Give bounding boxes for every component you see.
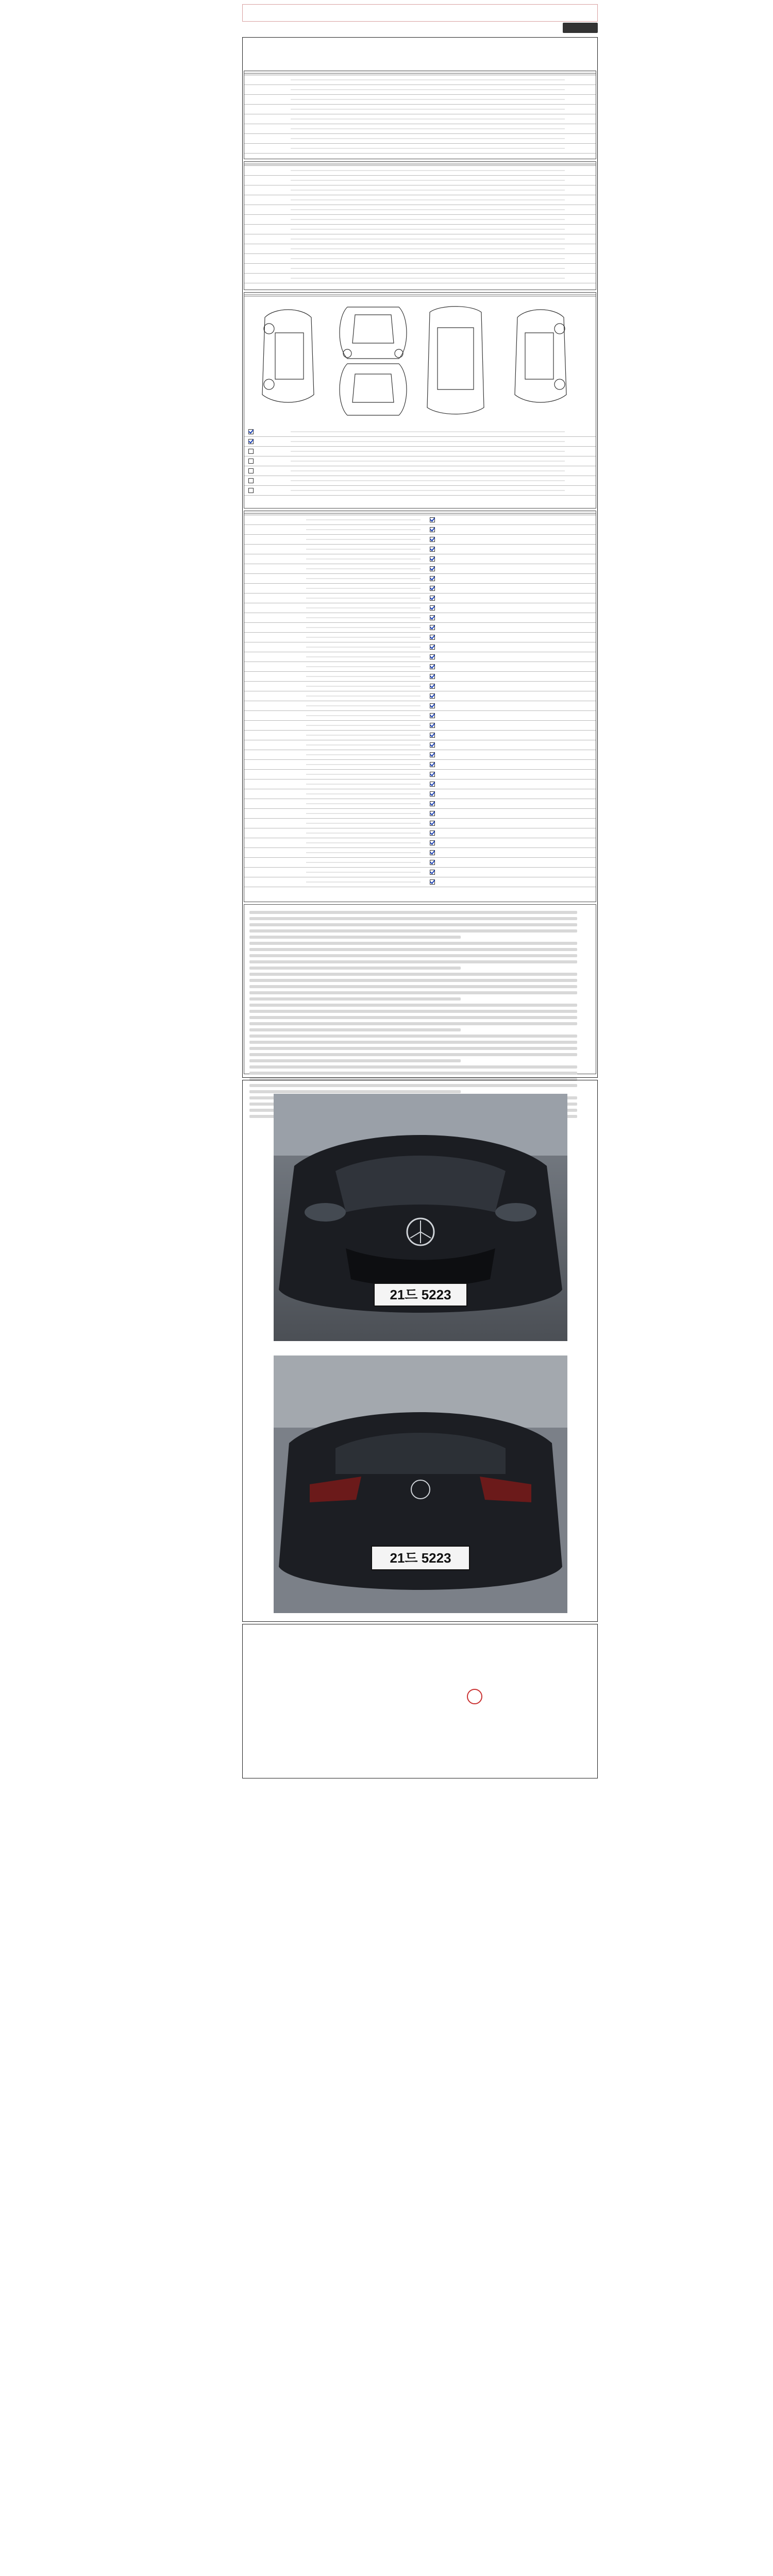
section-accident <box>244 292 596 509</box>
detail-row-bar <box>306 842 421 843</box>
status-row <box>244 215 596 225</box>
detail-row <box>244 613 596 623</box>
detail-row-bar <box>306 539 421 540</box>
accident-row <box>244 476 596 486</box>
checkbox[interactable] <box>430 762 435 767</box>
checkbox[interactable] <box>430 586 435 591</box>
detail-row <box>244 515 596 525</box>
detail-row-bar <box>306 823 421 824</box>
sign-title <box>243 1624 597 1628</box>
rear-plate-text: 21드 5223 <box>390 1550 451 1566</box>
detail-row-bar <box>306 705 421 706</box>
checkbox[interactable] <box>430 831 435 836</box>
section-basic-info <box>244 71 596 159</box>
detail-row <box>244 740 596 750</box>
notes-line <box>249 985 577 988</box>
detail-row <box>244 868 596 877</box>
basic-rows <box>244 75 596 154</box>
notes-line <box>249 911 577 914</box>
detail-row-bar <box>306 656 421 657</box>
status-row-value-bar <box>291 219 565 220</box>
notes-line <box>249 1053 577 1056</box>
accident-row <box>244 486 596 496</box>
checkbox[interactable] <box>430 879 435 885</box>
detail-row <box>244 554 596 564</box>
detail-row <box>244 574 596 584</box>
detail-row <box>244 633 596 642</box>
checkbox[interactable] <box>430 527 435 532</box>
detail-row-bar <box>306 617 421 618</box>
detail-row-bar <box>306 549 421 550</box>
checkbox[interactable] <box>430 654 435 659</box>
status-row <box>244 185 596 195</box>
detail-row <box>244 789 596 799</box>
detail-row-bar <box>306 833 421 834</box>
accident-row-bar <box>291 451 565 452</box>
basic-row <box>244 85 596 95</box>
basic-row <box>244 124 596 134</box>
notes-line <box>249 954 577 957</box>
checkbox[interactable] <box>430 811 435 816</box>
section-detail <box>244 511 596 902</box>
checkbox[interactable] <box>430 742 435 748</box>
checkbox[interactable] <box>430 723 435 728</box>
status-row-value-bar <box>291 180 565 181</box>
notes-line <box>249 1028 461 1031</box>
section-status <box>244 161 596 290</box>
car-top-icon <box>427 307 484 414</box>
accident-row <box>244 456 596 466</box>
detail-row-bar <box>306 676 421 677</box>
checkbox[interactable] <box>430 556 435 562</box>
basic-row <box>244 114 596 124</box>
accident-row-bar <box>291 480 565 481</box>
detail-row-bar <box>306 784 421 785</box>
checkbox[interactable] <box>430 840 435 845</box>
detail-row <box>244 721 596 731</box>
detail-row-bar <box>306 725 421 726</box>
checkbox[interactable] <box>248 439 254 444</box>
status-row <box>244 244 596 254</box>
notes-line <box>249 997 461 1001</box>
detail-row <box>244 828 596 838</box>
detail-row <box>244 809 596 819</box>
detail-row <box>244 642 596 652</box>
checkbox[interactable] <box>430 605 435 611</box>
detail-row <box>244 848 596 858</box>
notes-line <box>249 967 461 970</box>
checkbox[interactable] <box>430 625 435 630</box>
detail-row-bar <box>306 882 421 883</box>
detail-row <box>244 584 596 594</box>
detail-row-bar <box>306 519 421 520</box>
notes-line <box>249 917 577 920</box>
notes-line <box>249 1072 577 1075</box>
detail-row <box>244 535 596 545</box>
detail-row-bar <box>306 607 421 608</box>
accident-row-bar <box>291 461 565 462</box>
detail-row <box>244 731 596 740</box>
detail-row-bar <box>306 754 421 755</box>
detail-row-bar <box>306 529 421 530</box>
status-row-value-bar <box>291 190 565 191</box>
notes-line <box>249 1065 577 1069</box>
status-row <box>244 274 596 283</box>
checkbox[interactable] <box>248 449 254 454</box>
detail-row <box>244 525 596 535</box>
rear-photo <box>274 1355 567 1613</box>
detail-row <box>244 799 596 809</box>
accident-row-bar <box>291 490 565 491</box>
checkbox[interactable] <box>430 860 435 865</box>
notes-line <box>249 1010 577 1013</box>
detail-row-bar <box>306 696 421 697</box>
status-row-value-bar <box>291 258 565 259</box>
checkbox[interactable] <box>430 782 435 787</box>
detail-row <box>244 838 596 848</box>
detail-row-bar <box>306 637 421 638</box>
detail-row-bar <box>306 715 421 716</box>
detail-row <box>244 770 596 779</box>
seal-stamp-icon <box>464 1686 485 1707</box>
checkbox[interactable] <box>430 645 435 650</box>
notes-line <box>249 942 577 945</box>
print-button[interactable] <box>563 23 598 33</box>
checkbox[interactable] <box>430 674 435 679</box>
detail-row-bar <box>306 627 421 628</box>
detail-row-bar <box>306 862 421 863</box>
checkbox[interactable] <box>430 615 435 620</box>
basic-row <box>244 75 596 85</box>
checkbox[interactable] <box>430 713 435 718</box>
status-row-value-bar <box>291 229 565 230</box>
car-front-icon <box>340 307 407 359</box>
car-side-right-icon <box>515 310 566 402</box>
detail-row <box>244 682 596 691</box>
checkbox[interactable] <box>248 429 254 434</box>
detail-row <box>244 877 596 887</box>
detail-row <box>244 662 596 672</box>
checkbox[interactable] <box>430 547 435 552</box>
notes-line <box>249 923 577 926</box>
accident-row <box>244 466 596 476</box>
checkbox[interactable] <box>430 772 435 777</box>
basic-row <box>244 105 596 114</box>
detail-row-bar <box>306 598 421 599</box>
detail-row <box>244 691 596 701</box>
checkbox[interactable] <box>430 596 435 601</box>
car-rear-icon <box>340 364 407 415</box>
detail-row <box>244 760 596 770</box>
detail-row-bar <box>306 813 421 814</box>
status-row-value-bar <box>291 248 565 249</box>
checkbox[interactable] <box>430 576 435 581</box>
accident-row-bar <box>291 441 565 442</box>
status-row-value-bar <box>291 199 565 200</box>
basic-row-value-bar <box>291 89 565 90</box>
accident-row <box>244 427 596 437</box>
notes-line <box>249 1016 577 1019</box>
checkbox[interactable] <box>430 870 435 875</box>
status-row <box>244 225 596 234</box>
detail-row-bar <box>306 647 421 648</box>
detail-row <box>244 652 596 662</box>
checkbox[interactable] <box>430 566 435 571</box>
checkbox[interactable] <box>430 821 435 826</box>
checkbox[interactable] <box>430 850 435 855</box>
detail-row-bar <box>306 764 421 765</box>
checkbox[interactable] <box>430 791 435 796</box>
notes-line <box>249 929 577 933</box>
detail-row <box>244 779 596 789</box>
checkbox[interactable] <box>430 537 435 542</box>
status-row-value-bar <box>291 239 565 240</box>
status-row <box>244 195 596 205</box>
detail-row-bar <box>306 774 421 775</box>
status-row <box>244 166 596 176</box>
detail-row-bar <box>306 578 421 579</box>
detail-row <box>244 819 596 828</box>
notes-line <box>249 936 461 939</box>
checkbox[interactable] <box>248 478 254 483</box>
status-row <box>244 176 596 185</box>
basic-row-value-bar <box>291 99 565 100</box>
notes-line <box>249 1004 577 1007</box>
checkbox[interactable] <box>430 752 435 757</box>
status-row-value-bar <box>291 278 565 279</box>
front-plate-text: 21드 5223 <box>390 1287 451 1302</box>
checkbox[interactable] <box>430 733 435 738</box>
checkbox[interactable] <box>430 693 435 699</box>
checkbox[interactable] <box>248 468 254 473</box>
notes-line <box>249 991 577 994</box>
notes-line <box>249 948 577 951</box>
accident-legend-rows <box>244 427 596 496</box>
checkbox[interactable] <box>430 635 435 640</box>
detail-row <box>244 858 596 868</box>
basic-row-value-bar <box>291 109 565 110</box>
inspection-form <box>242 37 598 1078</box>
status-row <box>244 254 596 264</box>
status-row-value-bar <box>291 209 565 210</box>
basic-row <box>244 134 596 144</box>
checkbox[interactable] <box>430 684 435 689</box>
detail-row <box>244 672 596 682</box>
detail-row-bar <box>306 852 421 853</box>
status-row-value-bar <box>291 268 565 269</box>
vehicle-photos <box>242 1080 598 1622</box>
detail-row-bar <box>306 735 421 736</box>
basic-row-value-bar <box>291 128 565 129</box>
front-photo <box>274 1094 567 1341</box>
detail-row-bar <box>306 803 421 804</box>
checkbox[interactable] <box>430 801 435 806</box>
detail-row-bar <box>306 588 421 589</box>
signature-block <box>242 1624 598 1778</box>
detail-row <box>244 594 596 603</box>
detail-row-bar <box>306 558 421 560</box>
basic-row <box>244 144 596 154</box>
detail-row-bar <box>306 793 421 794</box>
status-row-value-bar <box>291 170 565 171</box>
notes-line <box>249 1059 461 1062</box>
detail-row <box>244 564 596 574</box>
checkbox[interactable] <box>430 517 435 522</box>
detail-row <box>244 701 596 711</box>
checkbox[interactable] <box>430 664 435 669</box>
notes-line <box>249 960 577 963</box>
detail-rows <box>244 515 596 887</box>
accident-row-bar <box>291 431 565 432</box>
photos-title <box>243 1080 597 1082</box>
notes-line <box>249 979 577 982</box>
checkbox[interactable] <box>430 703 435 708</box>
car-side-left-icon <box>262 310 314 402</box>
checkbox[interactable] <box>248 488 254 493</box>
detail-row <box>244 545 596 554</box>
basic-row-value-bar <box>291 118 565 120</box>
notice-bar <box>242 4 598 22</box>
checkbox[interactable] <box>248 459 254 464</box>
notes-line <box>249 1047 577 1050</box>
status-rows <box>244 166 596 283</box>
notes-line <box>249 1022 577 1025</box>
notes-line <box>249 973 577 976</box>
status-row <box>244 264 596 274</box>
detail-row <box>244 623 596 633</box>
basic-row-value-bar <box>291 148 565 149</box>
basic-row-value-bar <box>291 79 565 80</box>
basic-row-value-bar <box>291 138 565 139</box>
detail-row-bar <box>306 872 421 873</box>
basic-row <box>244 95 596 105</box>
status-row <box>244 234 596 244</box>
terms-notes <box>244 904 596 1074</box>
notes-line <box>249 1035 577 1038</box>
detail-row-bar <box>306 686 421 687</box>
detail-row-bar <box>306 666 421 667</box>
detail-row <box>244 750 596 760</box>
detail-row-bar <box>306 568 421 569</box>
status-row <box>244 205 596 215</box>
detail-row <box>244 711 596 721</box>
accident-row <box>244 447 596 456</box>
notes-line <box>249 1041 577 1044</box>
accident-row-bar <box>291 470 565 471</box>
detail-row-bar <box>306 744 421 745</box>
accident-row <box>244 437 596 447</box>
detail-row <box>244 603 596 613</box>
car-diagram <box>244 297 595 426</box>
